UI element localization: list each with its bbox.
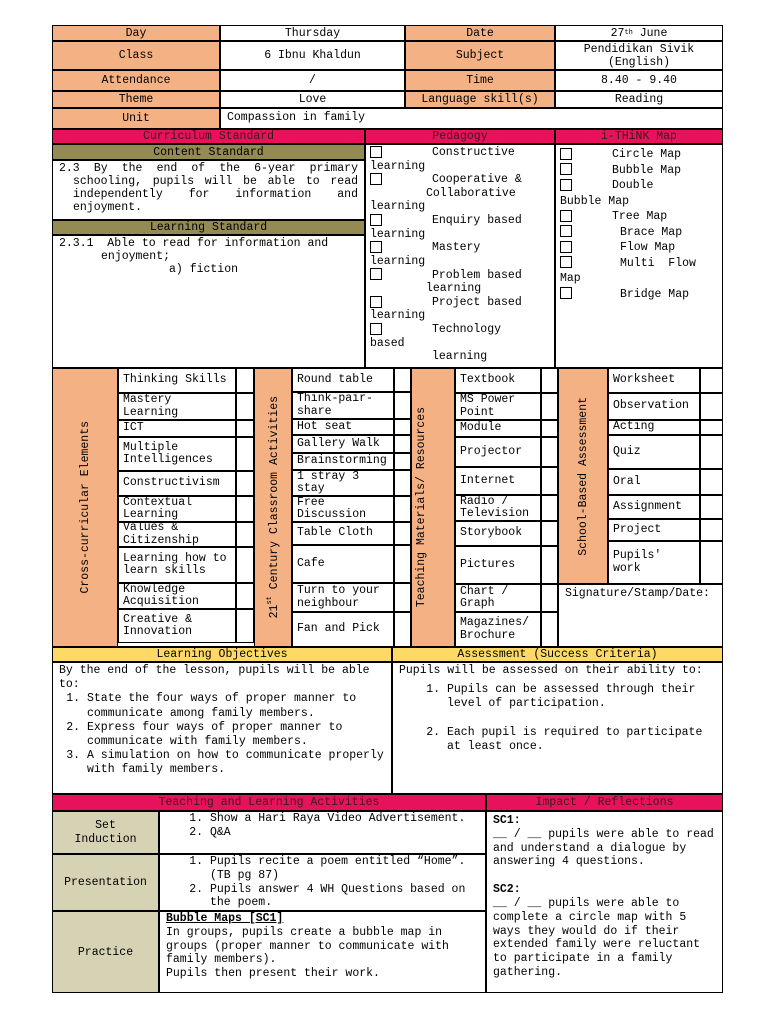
pedagogy-item: Cooperative & Collaborative learning xyxy=(370,173,522,214)
subject-value: Pendidikan Sivik (English) xyxy=(555,41,723,70)
cross-curricular-label: Learning how to learn skills xyxy=(118,547,236,583)
teaching-material-label: Chart / Graph xyxy=(455,584,541,612)
century-activity-row xyxy=(292,522,411,545)
attendance-label: Attendance xyxy=(52,70,220,91)
century-activity-label: Round table xyxy=(292,368,394,392)
presentation-body xyxy=(159,854,486,911)
checkbox[interactable] xyxy=(370,268,382,280)
pedagogy-item: Project based learning xyxy=(370,295,522,323)
teaching-material-label: Storybook xyxy=(455,521,541,546)
pedagogy-item: Mastery learning xyxy=(370,241,481,268)
school-assessment-tick-box[interactable] xyxy=(700,393,723,420)
century-activity-label: Fan and Pick xyxy=(292,612,394,647)
cross-curricular-row xyxy=(118,368,254,393)
century-activity-tick-box[interactable] xyxy=(394,545,411,583)
century-activity-row xyxy=(292,392,411,419)
school-assessment-row xyxy=(608,469,723,495)
teaching-material-row xyxy=(455,420,558,437)
school-assessment-label: Acting xyxy=(608,420,700,435)
century-activity-row xyxy=(292,545,411,583)
teaching-material-row xyxy=(455,368,558,393)
cross-curricular-row xyxy=(118,583,254,609)
teaching-material-row xyxy=(455,393,558,420)
pedagogy-item: Constructive learning xyxy=(370,146,515,173)
attendance-value: / xyxy=(220,70,405,91)
signature-box: Signature/Stamp/Date: xyxy=(558,584,723,647)
curriculum-standard-header: Curriculum Standard xyxy=(52,129,365,144)
cross-curricular-row xyxy=(118,437,254,471)
century-activity-tick-box[interactable] xyxy=(394,522,411,545)
language-skill-label: Language skill(s) xyxy=(405,91,555,108)
checkbox[interactable] xyxy=(370,146,382,158)
ithink-map-list xyxy=(555,144,723,368)
cross-curricular-label: Creative & Innovation xyxy=(118,609,236,643)
set-induction-body xyxy=(159,811,486,854)
century-activity-row xyxy=(292,435,411,453)
language-skill-value: Reading xyxy=(555,91,723,108)
learning-objectives-header: Learning Objectives xyxy=(52,647,392,662)
class-label: Class xyxy=(52,41,220,70)
teaching-material-tick-box[interactable] xyxy=(541,420,558,437)
learning-standard-header: Learning Standard xyxy=(52,220,365,235)
school-assessment-tick-box[interactable] xyxy=(700,368,723,393)
school-assessment-list xyxy=(608,368,723,584)
unit-label: Unit xyxy=(52,108,220,129)
pedagogy-header: Pedagogy xyxy=(365,129,555,144)
time-label: Time xyxy=(405,70,555,91)
learning-standard-text: 2.3.1 Able to read for information and enjoyment; a) fiction xyxy=(52,235,365,368)
cross-curricular-tick-box[interactable] xyxy=(236,547,254,583)
cross-curricular-tick-box[interactable] xyxy=(236,583,254,609)
century-activity-label: Cafe xyxy=(292,545,394,583)
checkbox[interactable] xyxy=(560,148,572,160)
cross-curricular-tick-box[interactable] xyxy=(236,368,254,393)
objective-item: 2. Express four ways of proper manner to communicate with family members. xyxy=(87,721,385,749)
teaching-material-tick-box[interactable] xyxy=(541,393,558,420)
century-activity-label: 1 stray 3 stay xyxy=(292,470,394,496)
teaching-material-label: MS Power Point xyxy=(455,393,541,420)
class-value: 6 Ibnu Khaldun xyxy=(220,41,405,70)
cross-curricular-row xyxy=(118,609,254,643)
checkbox[interactable] xyxy=(560,179,572,191)
cross-curricular-tick-box[interactable] xyxy=(236,522,254,547)
cross-curricular-label: Thinking Skills xyxy=(118,368,236,393)
century-activity-row xyxy=(292,583,411,612)
date-label: Date xyxy=(405,25,555,41)
school-assessment-row xyxy=(608,519,723,541)
school-assessment-label: Pupils' work xyxy=(608,541,700,584)
practice-body: Bubble Maps [SC1] In groups, pupils create a bubble map in groups (proper manner to communicate with family members). Pupils then present their work. xyxy=(159,911,486,993)
unit-value: Compassion in family xyxy=(220,108,723,129)
theme-label: Theme xyxy=(52,91,220,108)
school-assessment-tick-box[interactable] xyxy=(700,469,723,495)
teaching-material-tick-box[interactable] xyxy=(541,437,558,467)
teaching-material-tick-box[interactable] xyxy=(541,467,558,495)
cross-curricular-tick-box[interactable] xyxy=(236,496,254,522)
teaching-materials-label: Teaching Materials/ Resources xyxy=(411,368,455,647)
school-assessment-label: School-Based Assessment xyxy=(558,368,608,584)
cross-curricular-tick-box[interactable] xyxy=(236,393,254,420)
pedagogy-item: Problem based learning xyxy=(370,268,550,295)
century-activity-tick-box[interactable] xyxy=(394,453,411,470)
school-assessment-tick-box[interactable] xyxy=(700,420,723,435)
theme-value: Love xyxy=(220,91,405,108)
cross-curricular-tick-box[interactable] xyxy=(236,609,254,643)
set-induction-item: 1. Show a Hari Raya Video Advertisement. xyxy=(210,812,481,826)
cross-curricular-row xyxy=(118,420,254,437)
century-activity-row xyxy=(292,612,411,647)
teaching-material-row xyxy=(455,521,558,546)
cross-curricular-row xyxy=(118,393,254,420)
impact-header: Impact / Reflections xyxy=(486,794,723,811)
century-activity-label: Think-pair-share xyxy=(292,392,394,419)
teaching-material-label: Radio / Television xyxy=(455,495,541,521)
checkbox[interactable] xyxy=(560,287,572,299)
teaching-material-tick-box[interactable] xyxy=(541,368,558,393)
century-activities-list xyxy=(292,368,411,647)
teaching-materials-list xyxy=(455,368,558,647)
assessment-body: Pupils will be assessed on their ability to: 1. Pupils can be assessed through their level of participation. 2. Each pupil is required to participate at least once. xyxy=(392,662,723,794)
school-assessment-tick-box[interactable] xyxy=(700,519,723,541)
impact-body: SC1: __ / __ pupils were able to read and understand a dialogue by answering 4 questions. SC2: __ / __ pupils were able to complete a circle map with 5 ways they would do if their extended family were reluctant to participate in a family gathering. xyxy=(486,811,723,993)
century-activity-tick-box[interactable] xyxy=(394,435,411,453)
school-assessment-row xyxy=(608,541,723,584)
ithink-item-double-bubble: Double Bubble Map xyxy=(560,179,654,208)
ithink-item-tree: Tree Map xyxy=(560,209,718,225)
teaching-material-tick-box[interactable] xyxy=(541,495,558,521)
pedagogy-item: Enquiry based learning xyxy=(370,214,522,241)
century-activity-row xyxy=(292,470,411,496)
teaching-material-label: Module xyxy=(455,420,541,437)
century-activity-tick-box[interactable] xyxy=(394,392,411,419)
ithink-item-brace: Brace Map xyxy=(560,225,718,241)
school-assessment-label: Assignment xyxy=(608,495,700,519)
century-activities-label: 21st Century Classroom Activities xyxy=(254,368,292,647)
century-activity-row xyxy=(292,496,411,522)
teaching-material-row xyxy=(455,584,558,612)
teaching-material-row xyxy=(455,546,558,584)
teaching-material-tick-box[interactable] xyxy=(541,546,558,584)
content-standard-text: 2.3 By the end of the 6-year primary schooling, pupils will be able to read independently for information and enjoyment. xyxy=(52,160,365,220)
cross-curricular-tick-box[interactable] xyxy=(236,437,254,471)
school-assessment-label: Worksheet xyxy=(608,368,700,393)
teaching-material-label: Magazines/ Brochure xyxy=(455,612,541,647)
school-assessment-label: Project xyxy=(608,519,700,541)
teaching-material-row xyxy=(455,437,558,467)
assessment-header: Assessment (Success Criteria) xyxy=(392,647,723,662)
teaching-material-row xyxy=(455,467,558,495)
pedagogy-item: Technology based learning xyxy=(370,322,502,364)
presentation-label: Presentation xyxy=(52,854,159,911)
learning-objectives-body: By the end of the lesson, pupils will be able to: 1. State the four ways of proper manner to communicate among family members. 2. Express four ways of proper manner to communicate with family members. 3. A simulation on how to communicate properly with family members. xyxy=(52,662,392,794)
checkbox[interactable] xyxy=(560,225,572,237)
cross-curricular-row xyxy=(118,547,254,583)
century-activity-tick-box[interactable] xyxy=(394,583,411,612)
checkbox[interactable] xyxy=(560,256,572,268)
cross-curricular-label: Values & Citizenship xyxy=(118,522,236,547)
school-assessment-tick-box[interactable] xyxy=(700,495,723,519)
assessment-item: 1. Pupils can be assessed through their level of participation. xyxy=(447,683,716,712)
objective-item: 1. State the four ways of proper manner to communicate among family members. xyxy=(87,692,385,720)
cross-curricular-row xyxy=(118,496,254,522)
century-activity-tick-box[interactable] xyxy=(394,419,411,435)
ithink-item-multi-flow: Multi Flow Map xyxy=(560,256,696,285)
date-value: 27 th June xyxy=(555,25,723,41)
checkbox[interactable] xyxy=(370,241,382,253)
cross-curricular-tick-box[interactable] xyxy=(236,420,254,437)
time-value: 8.40 - 9.40 xyxy=(555,70,723,91)
school-assessment-tick-box[interactable] xyxy=(700,541,723,584)
checkbox[interactable] xyxy=(560,210,572,222)
content-standard-header: Content Standard xyxy=(52,144,365,160)
checkbox[interactable] xyxy=(560,163,572,175)
century-activity-row xyxy=(292,453,411,470)
cross-curricular-label: ICT xyxy=(118,420,236,437)
teaching-material-tick-box[interactable] xyxy=(541,584,558,612)
ithink-item-circle: Circle Map xyxy=(560,147,718,163)
century-activity-tick-box[interactable] xyxy=(394,496,411,522)
school-assessment-label: Observation xyxy=(608,393,700,420)
century-activity-label: Hot seat xyxy=(292,419,394,435)
century-activity-label: Free Discussion xyxy=(292,496,394,522)
ithink-item-bubble: Bubble Map xyxy=(560,163,718,179)
cross-curricular-row xyxy=(118,522,254,547)
century-activity-label: Turn to your neighbour xyxy=(292,583,394,612)
century-activity-tick-box[interactable] xyxy=(394,368,411,392)
school-assessment-label: Oral xyxy=(608,469,700,495)
ithink-map-header: i-THiNK Map xyxy=(555,129,723,144)
century-activity-label: Gallery Walk xyxy=(292,435,394,453)
school-assessment-tick-box[interactable] xyxy=(700,435,723,469)
cross-curricular-tick-box[interactable] xyxy=(236,471,254,496)
practice-label: Practice xyxy=(52,911,159,993)
century-activity-label: Brainstorming xyxy=(292,453,394,470)
cross-curricular-label: Multiple Intelligences xyxy=(118,437,236,471)
cross-curricular-label: Constructivism xyxy=(118,471,236,496)
assessment-item: 2. Each pupil is required to participate at least once. xyxy=(447,726,716,755)
school-assessment-row xyxy=(608,435,723,469)
set-induction-label: Set Induction xyxy=(52,811,159,854)
checkbox[interactable] xyxy=(370,323,382,335)
century-activity-tick-box[interactable] xyxy=(394,612,411,647)
cross-curricular-label: Mastery Learning xyxy=(118,393,236,420)
cross-curricular-label: Contextual Learning xyxy=(118,496,236,522)
day-label: Day xyxy=(52,25,220,41)
checkbox[interactable] xyxy=(370,296,382,308)
presentation-item: 2. Pupils answer 4 WH Questions based on the poem. xyxy=(210,883,481,911)
school-assessment-label: Quiz xyxy=(608,435,700,469)
ithink-item-flow: Flow Map xyxy=(560,240,718,256)
objective-item: 3. A simulation on how to communicate properly with family members. xyxy=(87,749,385,777)
century-activity-label: Table Cloth xyxy=(292,522,394,545)
pedagogy-list xyxy=(365,144,555,368)
cross-curricular-list xyxy=(118,368,254,647)
checkbox[interactable] xyxy=(560,241,572,253)
school-assessment-row xyxy=(608,368,723,393)
activities-header: Teaching and Learning Activities xyxy=(52,794,486,811)
ithink-item-bridge: Bridge Map xyxy=(560,287,718,303)
school-assessment-row xyxy=(608,393,723,420)
cross-curricular-row xyxy=(118,471,254,496)
cross-curricular-label: Knowledge Acquisition xyxy=(118,583,236,609)
teaching-material-tick-box[interactable] xyxy=(541,612,558,647)
checkbox[interactable] xyxy=(370,214,382,226)
teaching-material-tick-box[interactable] xyxy=(541,521,558,546)
century-activity-row xyxy=(292,368,411,392)
teaching-material-label: Internet xyxy=(455,467,541,495)
cross-curricular-label: Cross-curricular Elements xyxy=(52,368,118,647)
teaching-material-row xyxy=(455,495,558,521)
teaching-material-label: Pictures xyxy=(455,546,541,584)
school-assessment-row xyxy=(608,495,723,519)
school-assessment-row xyxy=(608,420,723,435)
day-value: Thursday xyxy=(220,25,405,41)
teaching-material-label: Projector xyxy=(455,437,541,467)
century-activity-tick-box[interactable] xyxy=(394,470,411,496)
teaching-material-row xyxy=(455,612,558,647)
subject-label: Subject xyxy=(405,41,555,70)
teaching-material-label: Textbook xyxy=(455,368,541,393)
presentation-item: 1. Pupils recite a poem entitled “Home”. (TB pg 87) xyxy=(210,855,481,883)
century-activity-row xyxy=(292,419,411,435)
set-induction-item: 2. Q&A xyxy=(210,826,481,840)
checkbox[interactable] xyxy=(370,173,382,185)
